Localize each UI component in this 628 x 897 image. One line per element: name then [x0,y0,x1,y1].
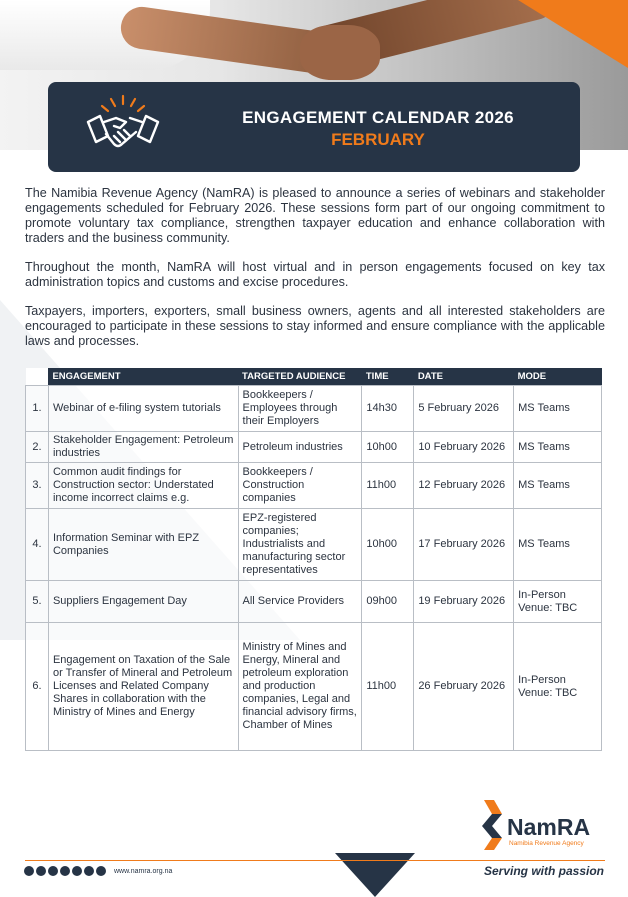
row-mode: MS Teams [514,432,602,463]
row-date: 5 February 2026 [414,386,514,432]
table-row [26,432,602,463]
handshake-icon [84,92,162,162]
row-number: 1. [26,386,49,432]
namra-logo-mark-icon [480,796,506,852]
linkedin-icon[interactable] [48,866,58,876]
row-date: 12 February 2026 [414,463,514,509]
row-date: 17 February 2026 [414,509,514,581]
header-engagement: ENGAGEMENT [48,368,238,386]
row-date: 10 February 2026 [414,432,514,463]
row-number: 6. [26,623,49,751]
title-banner [48,82,580,172]
row-number: 5. [26,581,49,623]
row-mode: In-Person Venue: TBC [514,623,602,751]
row-mode: MS Teams [514,386,602,432]
row-number: 2. [26,432,49,463]
tiktok-icon[interactable] [84,866,94,876]
row-number: 3. [26,463,49,509]
row-audience: Petroleum industries [238,432,362,463]
row-mode: In-Person Venue: TBC [514,581,602,623]
table-row [26,509,602,581]
intro-paragraph-1: The Namibia Revenue Agency (NamRA) is pleased to announce a series of webinars and stakeholder engagements scheduled for February 2026. These sessions form part of our ongoing commitment to promote voluntary tax compliance, strengthen taxpayer education and enhance collaboration with traders and the business community. [25,186,605,245]
row-audience: Bookkeepers / Construction companies [238,463,362,509]
row-audience: EPZ-registered companies; Industrialists and manufacturing sector representatives [238,509,362,581]
row-number: 4. [26,509,49,581]
slogan: Serving with passion [483,864,604,878]
header-mode: MODE [514,368,602,386]
row-mode: MS Teams [514,463,602,509]
row-time: 14h30 [362,386,414,432]
row-time: 11h00 [362,463,414,509]
row-mode: MS Teams [514,509,602,581]
row-engagement: Stakeholder Engagement: Petroleum industries [48,432,238,463]
row-engagement: Suppliers Engagement Day [48,581,238,623]
row-engagement: Information Seminar with EPZ Companies [48,509,238,581]
facebook-icon[interactable] [24,866,34,876]
table-row [26,623,602,751]
table-row [26,581,602,623]
youtube-icon[interactable] [60,866,70,876]
row-engagement: Webinar of e-filing system tutorials [48,386,238,432]
row-audience: All Service Providers [238,581,362,623]
instagram-icon[interactable] [36,866,46,876]
header-audience: TARGETED AUDIENCE [238,368,362,386]
row-engagement: Common audit findings for Construction sector: Understated income incorrect claims e.g. [48,463,238,509]
table-header-row [26,368,602,386]
page-subtitle: FEBRUARY [331,130,425,149]
footer-divider [25,860,605,861]
row-engagement: Engagement on Taxation of the Sale or Transfer of Mineral and Petroleum Licenses and Related Company Shares in collaboration with the Ministry of Mines and Energy [48,623,238,751]
page-title: ENGAGEMENT CALENDAR 2026 [242,108,514,127]
intro-paragraph-2: Throughout the month, NamRA will host virtual and in person engagements focused on key tax administration topics and customs and excise procedures. [25,260,605,289]
row-time: 10h00 [362,432,414,463]
orange-corner-accent [518,0,628,68]
website-link[interactable]: www.namra.org.na [114,867,173,875]
header-time: TIME [362,368,414,386]
table-row [26,463,602,509]
row-time: 09h00 [362,581,414,623]
whatsapp-icon[interactable] [96,866,106,876]
header-number [26,368,49,386]
logo-name: NamRA [507,814,591,840]
row-time: 11h00 [362,623,414,751]
handshake-hands [300,25,380,80]
intro-paragraph-3: Taxpayers, importers, exporters, small business owners, agents and all interested stakeholders are encouraged to participate in these sessions to stay informed and ensure compliance with the applicable laws and processes. [25,304,605,348]
social-links [24,866,172,876]
row-date: 19 February 2026 [414,581,514,623]
logo-tagline: Namibia Revenue Agency [509,840,584,847]
row-audience: Ministry of Mines and Energy, Mineral and petroleum exploration and production companies, Legal and financial advisory firms, Chamber of Mines [238,623,362,751]
table-row [26,386,602,432]
row-time: 10h00 [362,509,414,581]
header-date: DATE [414,368,514,386]
engagement-table [25,368,602,751]
row-date: 26 February 2026 [414,623,514,751]
row-audience: Bookkeepers / Employees through their Employers [238,386,362,432]
intro-text [25,186,605,363]
x-icon[interactable] [72,866,82,876]
